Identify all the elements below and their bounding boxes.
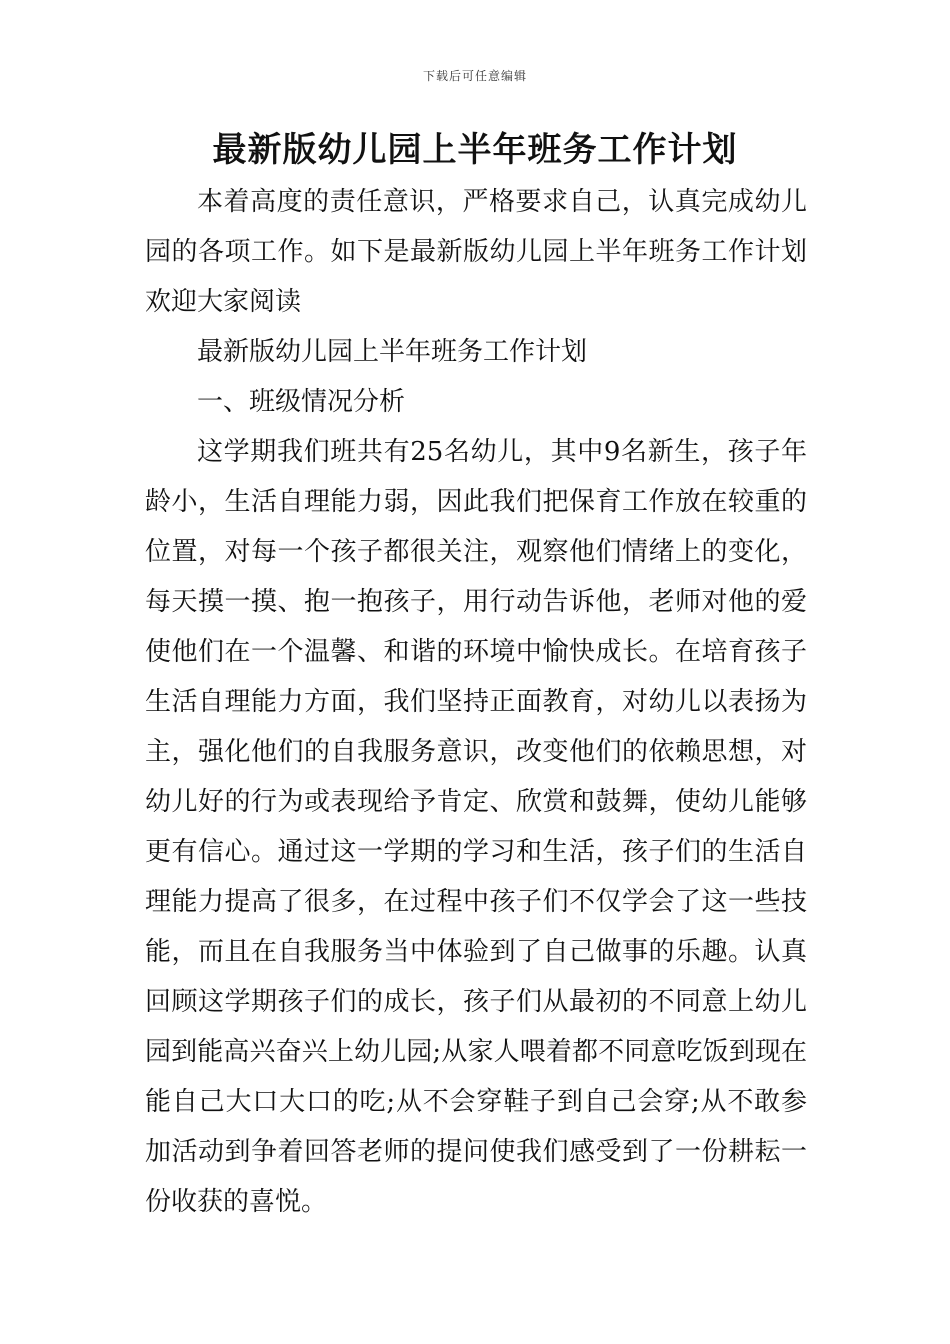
section-heading: 一、班级情况分析: [197, 387, 406, 417]
document-body: [145, 177, 807, 1227]
subtitle-paragraph: 最新版幼儿园上半年班务工作计划: [197, 337, 588, 367]
document-title: 最新版幼儿园上半年班务工作计划: [212, 130, 738, 170]
header-note: 下载后可任意编辑: [422, 69, 527, 83]
body-paragraph: 这学期我们班共有25名幼儿，其中9名新生，孩子年龄小，生活自理能力弱，因此我们把保育工作放在较重的位置，对每一个孩子都很关注，观察他们情绪上的变化，每天摸一摸、抱一抱孩子，用行动告诉他，老师对他的爱使他们在一个温馨、和谐的环境中愉快成长。在培育孩子生活自理能力方面，我们坚持正面教育，对幼儿以表扬为主，强化他们的自我服务意识，改变他们的依赖思想，对幼儿好的行为或表现给予肯定、欣赏和鼓舞，使幼儿能够更有信心。通过这一学期的学习和生活，孩子们的生活自理能力提高了很多，在过程中孩子们不仅学会了这一些技能，而且在自我服务当中体验到了自己做事的乐趣。认真回顾这学期孩子们的成长，孩子们从最初的不同意上幼儿园到能高兴奋兴上幼儿园;从家人喂着都不同意吃饭到现在能自己大口大口的吃;从不会穿鞋子到自己会穿;从不敢参加活动到争着回答老师的提问使我们感受到了一份耕耘一份收获的喜悦。: [145, 437, 807, 1217]
intro-paragraph: 本着高度的责任意识，严格要求自己，认真完成幼儿园的各项工作。如下是最新版幼儿园上半年班务工作计划欢迎大家阅读: [145, 187, 807, 317]
